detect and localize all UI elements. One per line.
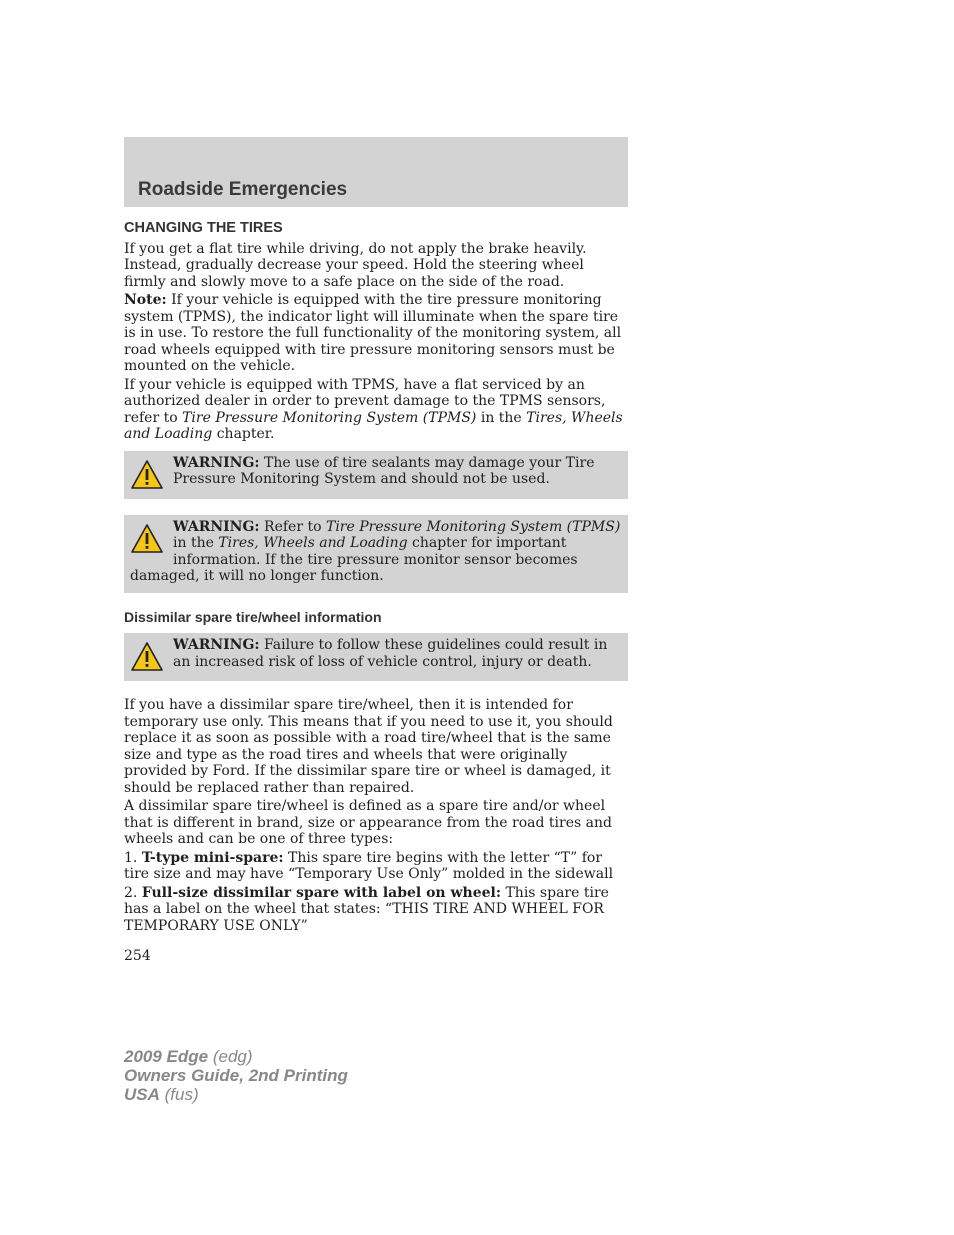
paragraph-tpms-service — [124, 377, 628, 443]
section-header-band — [124, 137, 628, 207]
warning-label: WARNING: — [173, 518, 260, 535]
footer-line-guide — [124, 1066, 348, 1085]
text-span: If your vehicle is equipped with TPMS, have a flat serviced by an authorized dealer in order to prevent damage to the TPMS sensors, refer to — [124, 376, 606, 426]
paragraph-flat-tire: If you get a flat tire while driving, do not apply the brake heavily. Instead, gradually decrease your speed. Hold the steering wheel firmly and slowly move to a safe place on the side of the road. — [124, 240, 587, 290]
page-content — [124, 220, 628, 965]
list-number: 1. — [124, 849, 142, 866]
text-span: The use of tire sealants may damage your Tire Pressure Monitoring System and should not be used. — [173, 454, 595, 487]
list-item-full-size — [124, 885, 628, 935]
page-number: 254 — [124, 948, 151, 964]
note-label: Note: — [124, 292, 167, 308]
paragraph-dissimilar-intro: If you have a dissimilar spare tire/wheel, then it is intended for temporary use only. This means that if you need to use it, you should replace it as soon as possible with a road tire/wheel that is the same size and type as the road tires and wheels that were originally provided by Ford. If the dissimilar spare tire or wheel is damaged, it should be replaced rather than repaired. — [124, 697, 613, 796]
text-span: This spare tire has a label on the wheel that states: “THIS TIRE AND WHEEL FOR TEMPORARY USE ONLY” — [124, 884, 609, 934]
text-span: Refer to — [259, 518, 326, 535]
text-span: Failure to follow these guidelines could result in an increased risk of loss of vehicle control, injury or death. — [173, 637, 608, 670]
warning-label: WARNING: — [173, 454, 260, 471]
text-span: This spare tire begins with the letter “T” for tire size and may have “Temporary Use Only” molded in the sidewall — [124, 849, 614, 882]
warning-text — [130, 455, 622, 488]
list-item-label: Full-size dissimilar spare with label on wheel: — [141, 884, 502, 901]
footer-line-region — [124, 1085, 348, 1104]
warning-text — [130, 637, 622, 670]
warning-label: WARNING: — [173, 637, 260, 653]
footer-line-model — [124, 1047, 348, 1066]
note-text: If your vehicle is equipped with the tire pressure monitoring system (TPMS), the indicator light will illuminate when the spare tire is in use. To restore the full functionality of the monitoring system, all road wheels equipped with tire pressure monitoring sensors must be mounted on the vehicle. — [124, 292, 622, 374]
list-item-t-type — [124, 850, 628, 883]
reference-tpms: Tire Pressure Monitoring System (TPMS) — [182, 409, 477, 426]
text-span: chapter. — [212, 426, 275, 442]
paragraph-note — [124, 292, 628, 375]
document-footer — [124, 1047, 348, 1104]
warning-triangle-icon — [130, 459, 164, 491]
footer-model-code: (edg) — [208, 1047, 253, 1066]
footer-region: USA — [124, 1085, 160, 1104]
section-title: Roadside Emergencies — [138, 179, 348, 200]
warning-box-guidelines — [124, 633, 628, 681]
list-item-label: T-type mini-spare: — [141, 849, 284, 866]
reference-chapter: Tires, Wheels and Loading — [124, 409, 623, 442]
footer-region-code: (fus) — [159, 1085, 199, 1104]
warning-text — [130, 519, 622, 585]
list-number: 2. — [124, 884, 142, 901]
text-span: in the — [476, 409, 527, 426]
warning-box-sealants — [124, 451, 628, 499]
footer-model: 2009 Edge — [124, 1047, 209, 1066]
text-span: chapter for important information. If the tire pressure monitor sensor becomes damaged, it will no longer function. — [130, 535, 578, 584]
heading-changing-tires: CHANGING THE TIRES — [124, 220, 283, 236]
warning-box-tpms-reference — [124, 515, 628, 593]
reference-tpms: Tire Pressure Monitoring System (TPMS) — [325, 518, 621, 535]
warning-triangle-icon — [130, 523, 164, 555]
paragraph-dissimilar-definition: A dissimilar spare tire/wheel is defined as a spare tire and/or wheel that is different in brand, size or appearance from the road tires and wheels and can be one of three types: — [124, 798, 612, 847]
footer-guide-title: Owners Guide, 2nd Printing — [124, 1066, 348, 1085]
reference-chapter: Tires, Wheels and Loading — [218, 535, 408, 551]
heading-dissimilar-spare: Dissimilar spare tire/wheel information — [124, 608, 382, 625]
warning-triangle-icon — [130, 641, 164, 673]
text-span: in the — [173, 535, 219, 551]
